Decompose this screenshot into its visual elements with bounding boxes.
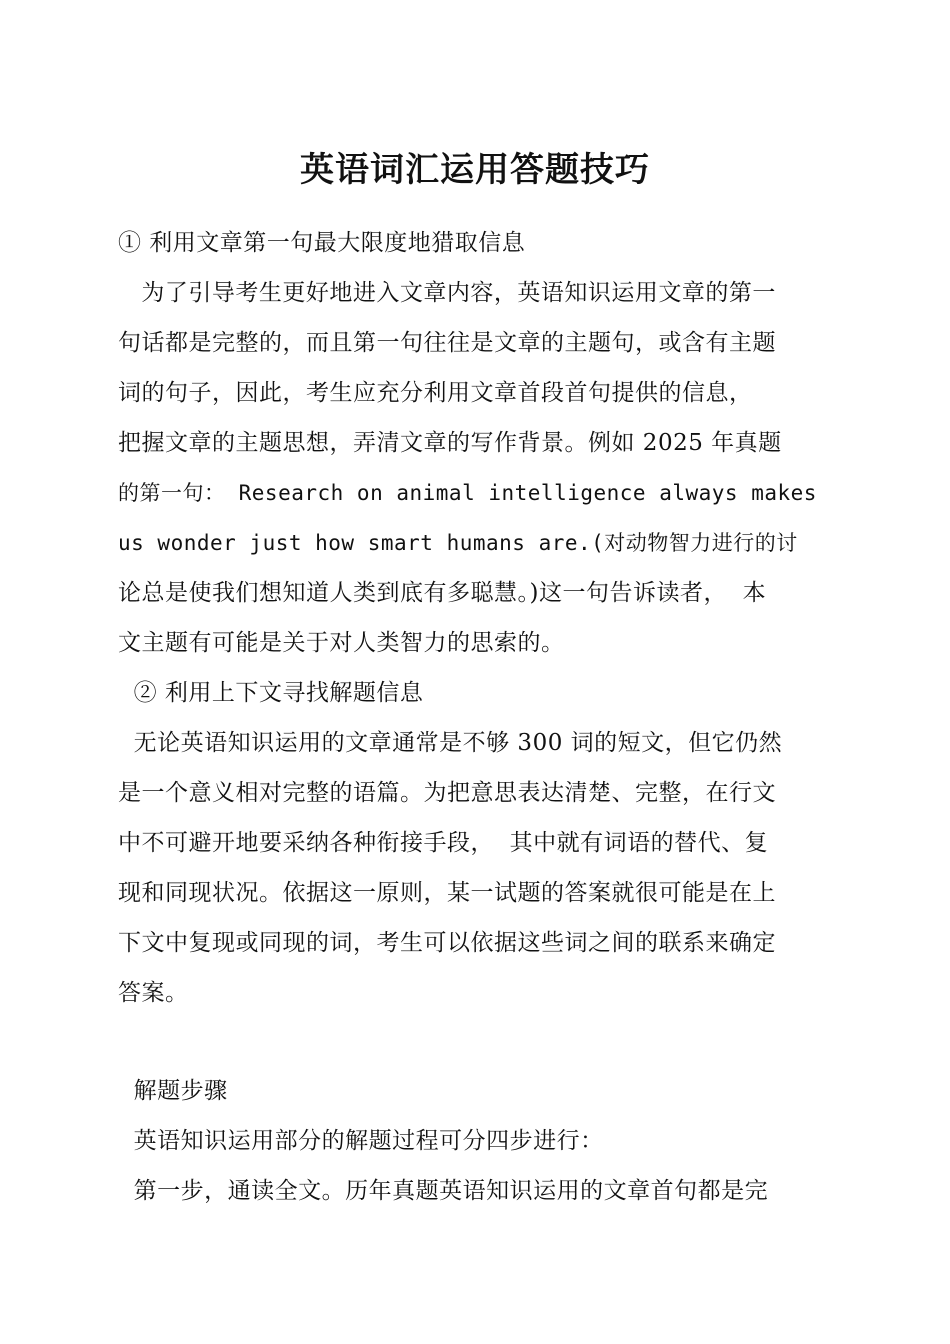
paragraph-line: 中不可避开地要采纳各种衔接手段， 其中就有词语的替代、复 (118, 830, 769, 856)
paragraph-line: 文主题有可能是关于对人类智力的思索的。 (118, 630, 565, 656)
paragraph-line: 第一步，通读全文。历年真题英语知识运用的文章首句都是完 (118, 1178, 769, 1204)
paragraph-line: 的第一句： Research on animal intelligence always makes (118, 481, 817, 505)
section-heading-1: ① 利用文章第一句最大限度地猎取信息 (118, 230, 526, 256)
paragraph-line: 答案。 (118, 980, 189, 1006)
paragraph-line: 现和同现状况。依据这一原则，某一试题的答案就很可能是在上 (118, 880, 776, 906)
paragraph-line: 英语知识运用部分的解题过程可分四步进行： (118, 1128, 604, 1154)
paragraph-line: 是一个意义相对完整的语篇。为把意思表达清楚、完整，在行文 (118, 780, 776, 806)
paragraph-line: 无论英语知识运用的文章通常是不够 300 词的短文，但它仍然 (118, 730, 783, 756)
document-title: 英语词汇运用答题技巧 (300, 150, 650, 190)
section-heading-2: ② 利用上下文寻找解题信息 (118, 680, 424, 706)
paragraph-line: 为了引导考生更好地进入文章内容，英语知识运用文章的第一 (118, 280, 776, 306)
paragraph-line: us wonder just how smart humans are.(对动物智力进行的讨 (118, 531, 798, 555)
paragraph-line: 词的句子，因此，考生应充分利用文章首段首句提供的信息， (118, 380, 753, 406)
section-heading-steps: 解题步骤 (118, 1078, 228, 1104)
paragraph-line: 句话都是完整的，而且第一句往往是文章的主题句，或含有主题 (118, 330, 776, 356)
paragraph-line: 论总是使我们想知道人类到底有多聪慧。)这一句告诉读者， 本 (118, 580, 767, 606)
paragraph-line: 下文中复现或同现的词，考生可以依据这些词之间的联系来确定 (118, 930, 776, 956)
paragraph-line: 把握文章的主题思想，弄清文章的写作背景。例如 2025 年真题 (118, 430, 782, 456)
